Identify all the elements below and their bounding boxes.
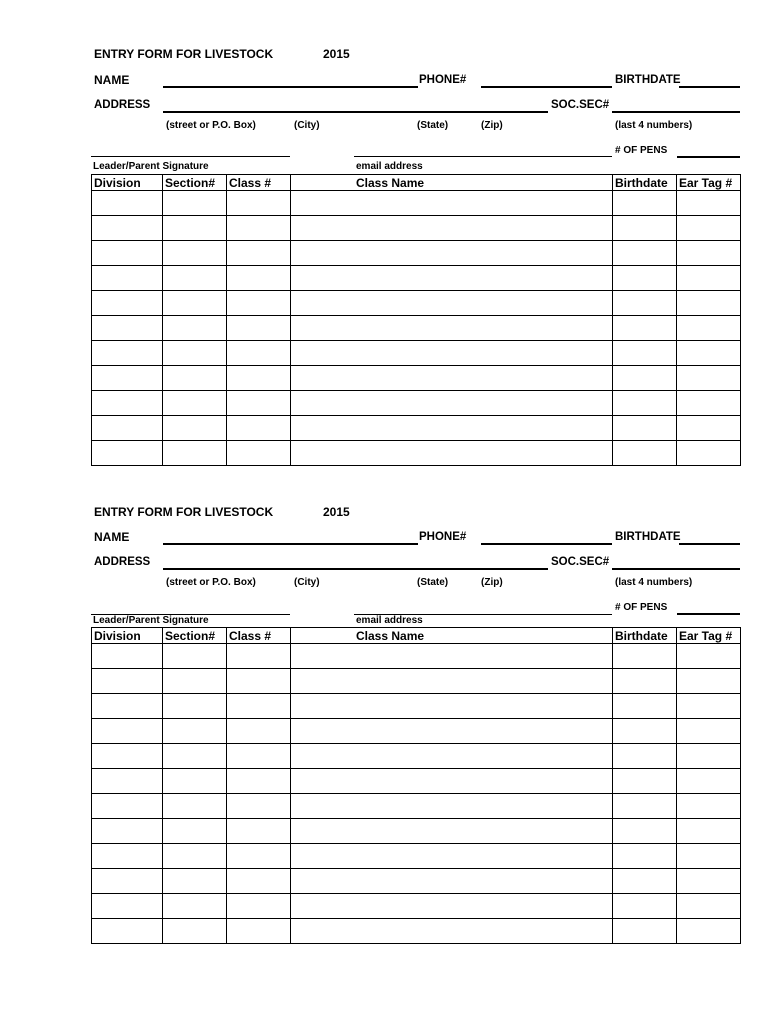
division-cell[interactable] (92, 291, 163, 316)
email-field[interactable] (354, 156, 612, 157)
ear-tag-cell[interactable] (677, 719, 741, 744)
socsec-field[interactable] (612, 568, 740, 570)
section-cell[interactable] (163, 266, 227, 291)
class-number-cell[interactable] (227, 216, 291, 241)
table-row (92, 316, 741, 341)
class-name-cell[interactable] (291, 391, 613, 416)
column-header-class-number: Class # (227, 175, 291, 191)
birthdate-field[interactable] (679, 86, 740, 88)
division-cell[interactable] (92, 191, 163, 216)
division-cell[interactable] (92, 416, 163, 441)
column-header-division: Division (92, 175, 163, 191)
phone-label: PHONE# (419, 74, 467, 86)
class-name-cell[interactable] (291, 769, 613, 794)
email-label: email address (356, 615, 423, 626)
ear-tag-cell[interactable] (677, 744, 741, 769)
class-name-cell[interactable] (291, 919, 613, 944)
zip-hint: (Zip) (481, 120, 503, 131)
column-header-division: Division (92, 628, 163, 644)
table-row (92, 266, 741, 291)
ear-tag-cell[interactable] (677, 216, 741, 241)
class-number-cell[interactable] (227, 794, 291, 819)
division-cell[interactable] (92, 644, 163, 669)
birthdate-field[interactable] (679, 543, 740, 545)
table-row (92, 644, 741, 669)
birthdate-cell[interactable] (613, 291, 677, 316)
class-number-cell[interactable] (227, 191, 291, 216)
division-cell[interactable] (92, 894, 163, 919)
division-cell[interactable] (92, 869, 163, 894)
class-number-cell[interactable] (227, 819, 291, 844)
address-label: ADDRESS (94, 99, 151, 111)
class-name-cell[interactable] (291, 191, 613, 216)
ear-tag-cell[interactable] (677, 819, 741, 844)
division-cell[interactable] (92, 266, 163, 291)
class-number-cell[interactable] (227, 844, 291, 869)
class-number-cell[interactable] (227, 894, 291, 919)
column-header-birthdate: Birthdate (613, 175, 677, 191)
ear-tag-cell[interactable] (677, 869, 741, 894)
class-name-cell[interactable] (291, 669, 613, 694)
division-cell[interactable] (92, 844, 163, 869)
table-row (92, 719, 741, 744)
class-number-cell[interactable] (227, 719, 291, 744)
city-hint: (City) (294, 120, 320, 131)
class-number-cell[interactable] (227, 644, 291, 669)
ear-tag-cell[interactable] (677, 341, 741, 366)
street-hint: (street or P.O. Box) (166, 577, 256, 588)
table-row (92, 894, 741, 919)
class-name-cell[interactable] (291, 694, 613, 719)
ear-tag-cell[interactable] (677, 794, 741, 819)
column-header-section: Section# (163, 628, 227, 644)
division-cell[interactable] (92, 669, 163, 694)
division-cell[interactable] (92, 366, 163, 391)
class-name-cell[interactable] (291, 266, 613, 291)
table-row (92, 191, 741, 216)
section-cell[interactable] (163, 794, 227, 819)
ear-tag-cell[interactable] (677, 894, 741, 919)
class-number-cell[interactable] (227, 919, 291, 944)
class-name-cell[interactable] (291, 819, 613, 844)
city-hint: (City) (294, 577, 320, 588)
birthdate-cell[interactable] (613, 744, 677, 769)
section-cell[interactable] (163, 241, 227, 266)
column-header-class-name: Class Name (291, 628, 613, 644)
pens-label: # OF PENS (615, 602, 668, 613)
class-number-cell[interactable] (227, 416, 291, 441)
section-cell[interactable] (163, 366, 227, 391)
name-field[interactable] (163, 86, 418, 88)
birthdate-cell[interactable] (613, 769, 677, 794)
division-cell[interactable] (92, 316, 163, 341)
entries-table-body (92, 644, 741, 944)
section-cell[interactable] (163, 744, 227, 769)
section-cell[interactable] (163, 216, 227, 241)
birthdate-cell[interactable] (613, 669, 677, 694)
class-name-cell[interactable] (291, 366, 613, 391)
last4-hint: (last 4 numbers) (615, 577, 693, 588)
pens-label: # OF PENS (615, 145, 668, 156)
table-row (92, 769, 741, 794)
socsec-label: SOC.SEC# (551, 99, 610, 111)
division-cell[interactable] (92, 391, 163, 416)
division-cell[interactable] (92, 341, 163, 366)
class-number-cell[interactable] (227, 694, 291, 719)
birthdate-label: BIRTHDATE (615, 531, 681, 543)
birthdate-cell[interactable] (613, 316, 677, 341)
section-cell[interactable] (163, 191, 227, 216)
ear-tag-cell[interactable] (677, 416, 741, 441)
address-label: ADDRESS (94, 556, 151, 568)
division-cell[interactable] (92, 794, 163, 819)
birthdate-cell[interactable] (613, 216, 677, 241)
class-number-cell[interactable] (227, 669, 291, 694)
last4-hint: (last 4 numbers) (615, 120, 693, 131)
entries-table (91, 174, 741, 466)
class-number-cell[interactable] (227, 366, 291, 391)
entries-table-body (92, 191, 741, 466)
division-cell[interactable] (92, 441, 163, 466)
table-row (92, 819, 741, 844)
name-field[interactable] (163, 543, 418, 545)
state-hint: (State) (417, 577, 449, 588)
birthdate-cell[interactable] (613, 416, 677, 441)
class-name-cell[interactable] (291, 416, 613, 441)
section-cell[interactable] (163, 869, 227, 894)
ear-tag-cell[interactable] (677, 391, 741, 416)
class-name-cell[interactable] (291, 644, 613, 669)
class-number-cell[interactable] (227, 744, 291, 769)
pens-field[interactable] (677, 613, 740, 615)
section-cell[interactable] (163, 291, 227, 316)
section-cell[interactable] (163, 769, 227, 794)
section-cell[interactable] (163, 719, 227, 744)
ear-tag-cell[interactable] (677, 266, 741, 291)
socsec-label: SOC.SEC# (551, 556, 610, 568)
phone-label: PHONE# (419, 531, 467, 543)
section-cell[interactable] (163, 416, 227, 441)
address-field[interactable] (163, 111, 548, 113)
state-hint: (State) (417, 120, 449, 131)
class-name-cell[interactable] (291, 241, 613, 266)
birthdate-cell[interactable] (613, 266, 677, 291)
class-number-cell[interactable] (227, 266, 291, 291)
column-header-class-name: Class Name (291, 175, 613, 191)
table-row (92, 919, 741, 944)
class-number-cell[interactable] (227, 291, 291, 316)
ear-tag-cell[interactable] (677, 694, 741, 719)
leader-signature-field[interactable] (91, 156, 290, 157)
class-number-cell[interactable] (227, 341, 291, 366)
ear-tag-cell[interactable] (677, 366, 741, 391)
table-row (92, 341, 741, 366)
class-name-cell[interactable] (291, 341, 613, 366)
class-number-cell[interactable] (227, 769, 291, 794)
class-name-cell[interactable] (291, 216, 613, 241)
table-header-row (92, 628, 741, 644)
birthdate-cell[interactable] (613, 819, 677, 844)
form-title: ENTRY FORM FOR LIVESTOCK (94, 47, 274, 61)
ear-tag-cell[interactable] (677, 644, 741, 669)
ear-tag-cell[interactable] (677, 291, 741, 316)
column-header-ear-tag: Ear Tag # (677, 628, 741, 644)
birthdate-cell[interactable] (613, 441, 677, 466)
table-row (92, 869, 741, 894)
section-cell[interactable] (163, 391, 227, 416)
table-row (92, 291, 741, 316)
table-row (92, 694, 741, 719)
class-name-cell[interactable] (291, 719, 613, 744)
division-cell[interactable] (92, 719, 163, 744)
column-header-birthdate: Birthdate (613, 628, 677, 644)
table-row (92, 241, 741, 266)
section-cell[interactable] (163, 316, 227, 341)
section-cell[interactable] (163, 694, 227, 719)
column-header-section: Section# (163, 175, 227, 191)
table-row (92, 744, 741, 769)
birthdate-cell[interactable] (613, 241, 677, 266)
division-cell[interactable] (92, 744, 163, 769)
section-cell[interactable] (163, 844, 227, 869)
section-cell[interactable] (163, 919, 227, 944)
ear-tag-cell[interactable] (677, 844, 741, 869)
birthdate-cell[interactable] (613, 844, 677, 869)
section-cell[interactable] (163, 894, 227, 919)
division-cell[interactable] (92, 919, 163, 944)
division-cell[interactable] (92, 694, 163, 719)
leader-signature-label: Leader/Parent Signature (93, 161, 209, 172)
division-cell[interactable] (92, 769, 163, 794)
birthdate-cell[interactable] (613, 644, 677, 669)
entries-table (91, 627, 741, 944)
table-row (92, 844, 741, 869)
section-cell[interactable] (163, 644, 227, 669)
birthdate-cell[interactable] (613, 366, 677, 391)
form-year: 2015 (323, 505, 350, 519)
table-row (92, 669, 741, 694)
ear-tag-cell[interactable] (677, 669, 741, 694)
class-number-cell[interactable] (227, 869, 291, 894)
ear-tag-cell[interactable] (677, 241, 741, 266)
birthdate-cell[interactable] (613, 919, 677, 944)
class-name-cell[interactable] (291, 744, 613, 769)
section-cell[interactable] (163, 441, 227, 466)
name-label: NAME (94, 530, 130, 544)
class-name-cell[interactable] (291, 316, 613, 341)
email-label: email address (356, 161, 423, 172)
table-row (92, 366, 741, 391)
division-cell[interactable] (92, 819, 163, 844)
division-cell[interactable] (92, 241, 163, 266)
class-name-cell[interactable] (291, 441, 613, 466)
class-name-cell[interactable] (291, 844, 613, 869)
section-cell[interactable] (163, 341, 227, 366)
table-row (92, 794, 741, 819)
ear-tag-cell[interactable] (677, 441, 741, 466)
address-field[interactable] (163, 568, 548, 570)
form-year: 2015 (323, 47, 350, 61)
table-row (92, 216, 741, 241)
form-title: ENTRY FORM FOR LIVESTOCK (94, 505, 274, 519)
class-name-cell[interactable] (291, 894, 613, 919)
name-label: NAME (94, 73, 130, 87)
birthdate-cell[interactable] (613, 191, 677, 216)
division-cell[interactable] (92, 216, 163, 241)
table-row (92, 416, 741, 441)
zip-hint: (Zip) (481, 577, 503, 588)
section-cell[interactable] (163, 819, 227, 844)
ear-tag-cell[interactable] (677, 316, 741, 341)
ear-tag-cell[interactable] (677, 191, 741, 216)
birthdate-cell[interactable] (613, 341, 677, 366)
leader-signature-label: Leader/Parent Signature (93, 615, 209, 626)
table-row (92, 441, 741, 466)
table-header-row (92, 175, 741, 191)
class-name-cell[interactable] (291, 794, 613, 819)
class-number-cell[interactable] (227, 441, 291, 466)
street-hint: (street or P.O. Box) (166, 120, 256, 131)
column-header-ear-tag: Ear Tag # (677, 175, 741, 191)
table-row (92, 391, 741, 416)
birthdate-cell[interactable] (613, 391, 677, 416)
phone-field[interactable] (481, 86, 612, 88)
pens-field[interactable] (677, 156, 740, 158)
birthdate-label: BIRTHDATE (615, 74, 681, 86)
ear-tag-cell[interactable] (677, 769, 741, 794)
class-name-cell[interactable] (291, 869, 613, 894)
class-number-cell[interactable] (227, 316, 291, 341)
class-name-cell[interactable] (291, 291, 613, 316)
section-cell[interactable] (163, 669, 227, 694)
birthdate-cell[interactable] (613, 694, 677, 719)
socsec-field[interactable] (612, 111, 740, 113)
phone-field[interactable] (481, 543, 612, 545)
birthdate-cell[interactable] (613, 719, 677, 744)
birthdate-cell[interactable] (613, 894, 677, 919)
class-number-cell[interactable] (227, 391, 291, 416)
birthdate-cell[interactable] (613, 794, 677, 819)
birthdate-cell[interactable] (613, 869, 677, 894)
class-number-cell[interactable] (227, 241, 291, 266)
column-header-class-number: Class # (227, 628, 291, 644)
ear-tag-cell[interactable] (677, 919, 741, 944)
